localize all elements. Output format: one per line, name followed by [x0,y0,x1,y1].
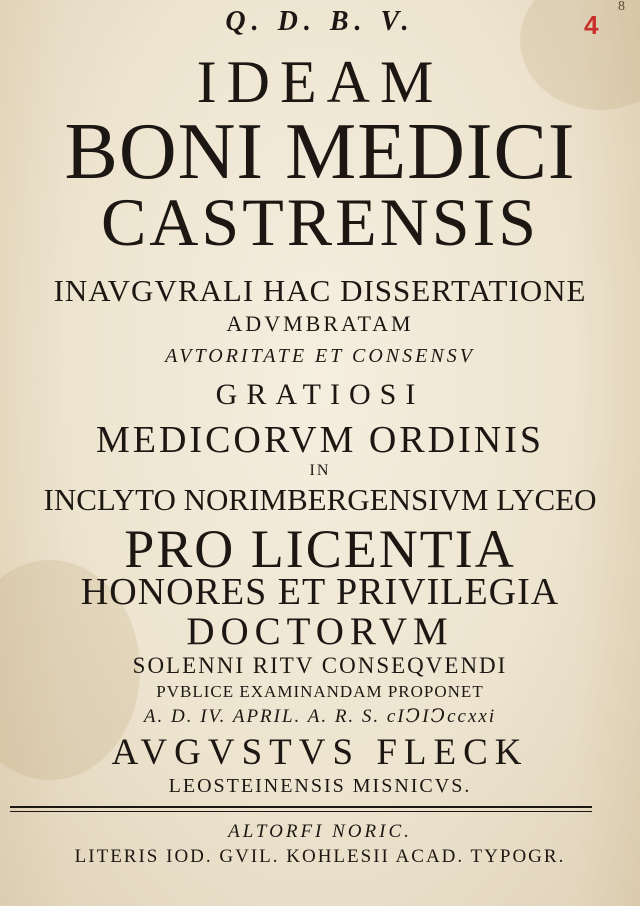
line-in: IN [309,462,331,479]
line-medicorum-ordinis: MEDICORVM ORDINIS [95,419,545,461]
line-inaugurali: INAVGVRALI HAC DISSERTATIONE [53,273,587,308]
invocation: Q. D. B. V. [225,6,415,37]
divider-rule [10,806,592,808]
author-origin: LEOSTEINENSIS MISNICVS. [168,775,472,797]
line-doctorum: DOCTORVM [186,610,454,653]
line-date: A. D. IV. APRIL. A. R. S. cIↃIↃccxxi [143,706,497,727]
line-pro-licentia: PRO LICENTIA [124,519,516,579]
line-publice: PVBLICE EXAMINANDAM PROPONET [156,682,484,701]
line-inclyto: INCLYTO NORIMBERGENSIVM LYCEO [43,482,597,517]
handwritten-page-number: 4 [584,10,599,40]
line-autoritate: AVTORITATE ET CONSENSV [165,345,475,367]
imprint-printer: LITERIS IOD. GVIL. KOHLESII ACAD. TYPOGR. [74,846,566,867]
divider-rule-thin [10,811,592,812]
corner-pencil-mark: 8 [618,0,625,14]
imprint-place: ALTORFI NORIC. [228,821,412,842]
line-adumbratam: ADVMBRATAM [226,311,414,336]
line-gratiosi: GRATIOSI [215,378,425,411]
title-line-castrensis: CASTRENSIS [100,184,540,260]
author-name: AVGVSTVS FLECK [111,732,529,773]
title-line-boni-medici: BONI MEDICI [64,108,576,196]
title-line-ideam: IDEAM [196,49,444,115]
line-honores: HONORES ET PRIVILEGIA [80,571,560,613]
line-solenni: SOLENNI RITV CONSEQVENDI [132,653,508,678]
